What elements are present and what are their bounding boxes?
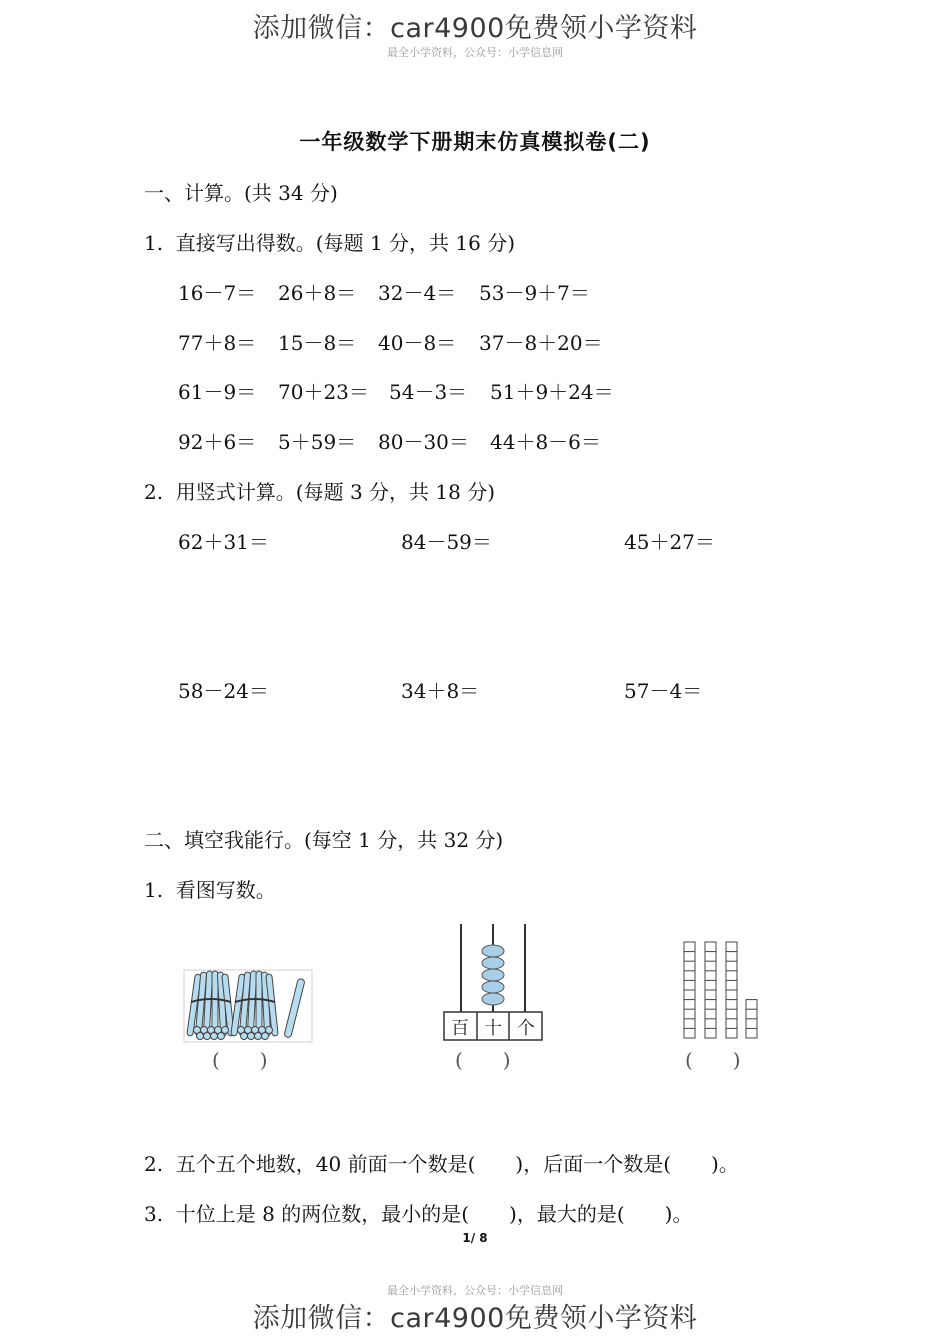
expr-r2-c3: 40－8＝	[378, 331, 457, 355]
expr-r3-c1: 61－9＝	[178, 380, 257, 404]
faint-header: 最全小学资料，公众号：小学信息网	[387, 46, 563, 59]
expr-r3-c3: 54－3＝	[389, 380, 468, 404]
vertical-r2-c2: 34＋8＝	[401, 679, 480, 703]
expr-r4-c3: 80－30＝	[378, 430, 469, 454]
vertical-r1-c1: 62＋31＝	[178, 530, 269, 554]
expr-r1-c2: 26＋8＝	[278, 281, 357, 305]
watermark-bottom: 添加微信：car4900免费领小学资料	[252, 1303, 698, 1334]
section1-heading: 一、计算。(共 34 分)	[144, 181, 338, 205]
cube-column-2	[705, 942, 716, 1038]
abacus-label-tens: 十	[484, 1018, 502, 1039]
cube-columns-figure	[680, 940, 760, 1040]
expr-r2-c1: 77＋8＝	[178, 331, 257, 355]
expr-r2-c4: 37－8＋20＝	[479, 331, 603, 355]
s2-q2: 2. 五个五个地数，40 前面一个数是( )，后面一个数是( )。	[144, 1152, 739, 1176]
cube-column-3	[726, 942, 737, 1038]
expr-r1-c1: 16－7＝	[178, 281, 257, 305]
expr-r1-c3: 32－4＝	[378, 281, 457, 305]
vertical-r2-c1: 58－24＝	[178, 679, 269, 703]
s2-q1-heading: 1. 看图写数。	[144, 878, 276, 902]
expr-r4-c1: 92＋6＝	[178, 430, 257, 454]
watermark-top: 添加微信：car4900免费领小学资料	[252, 13, 698, 44]
q2-heading: 2. 用竖式计算。(每题 3 分，共 18 分)	[144, 480, 496, 504]
expr-r3-c4: 51＋9＋24＝	[490, 380, 614, 404]
stick-bundles-figure	[183, 962, 315, 1044]
cube-column-1	[684, 942, 695, 1038]
answer-blank-2[interactable]: ( )	[455, 1048, 511, 1072]
answer-blank-1[interactable]: ( )	[212, 1048, 268, 1072]
vertical-r2-c3: 57－4＝	[624, 679, 703, 703]
expr-r1-c4: 53－9＋7＝	[479, 281, 590, 305]
answer-blank-3[interactable]: ( )	[685, 1048, 741, 1072]
expr-r4-c4: 44＋8－6＝	[490, 430, 601, 454]
expr-r3-c2: 70＋23＝	[278, 380, 369, 404]
abacus-figure	[440, 920, 546, 1044]
vertical-r1-c2: 84－59＝	[401, 530, 492, 554]
stick-bundle-1	[187, 971, 235, 1040]
abacus-beads-tens	[482, 945, 504, 1005]
page-title: 一年级数学下册期末仿真模拟卷(二)	[299, 130, 651, 154]
page-number: 1/ 8	[462, 1231, 488, 1245]
s2-q3: 3. 十位上是 8 的两位数，最小的是( )，最大的是( )。	[144, 1202, 693, 1226]
abacus-label-hundreds: 百	[451, 1018, 469, 1039]
vertical-r1-c3: 45＋27＝	[624, 530, 715, 554]
cube-column-loose	[746, 1000, 757, 1038]
expr-r4-c2: 5＋59＝	[278, 430, 357, 454]
stick-bundle-2	[231, 971, 279, 1040]
expr-r2-c2: 15－8＝	[278, 331, 357, 355]
abacus-label-ones: 个	[517, 1018, 535, 1039]
section2-heading: 二、填空我能行。(每空 1 分，共 32 分)	[144, 828, 504, 852]
faint-footer: 最全小学资料，公众号：小学信息网	[387, 1284, 563, 1297]
q1-heading: 1. 直接写出得数。(每题 1 分，共 16 分)	[144, 231, 516, 255]
